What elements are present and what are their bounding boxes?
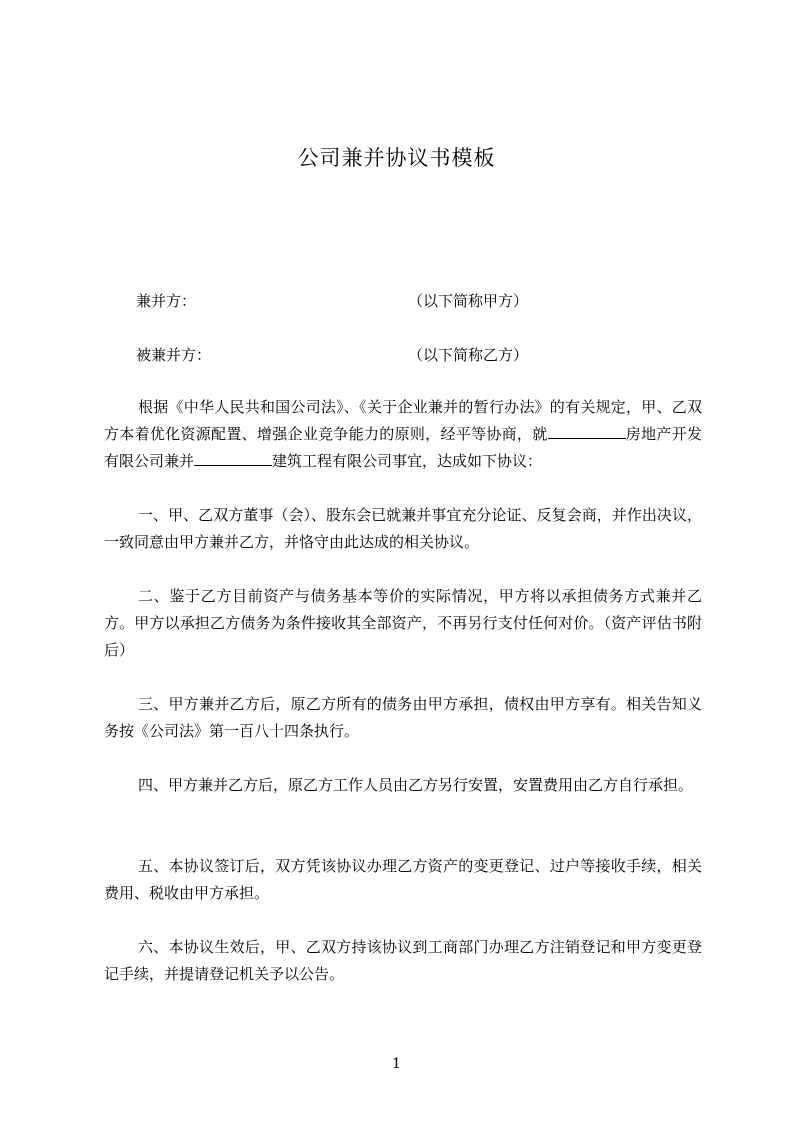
- document-title: 公司兼并协议书模板: [297, 146, 496, 170]
- clause-4: 四、甲方兼并乙方后，原乙方工作人员由乙方另行安置，安置费用由乙方自行承担。: [138, 776, 694, 794]
- clause-6: 六、本协议生效后，甲、乙双方持该协议到工商部门办理乙方注销登记和甲方变更登记手续，并提请登记机关予以公告。: [104, 938, 702, 983]
- intro-text-1: 根据《中华人民共和国公司法》、《关于企业兼并的暂行办法》的有关规定，甲、乙双方本着优化资源配置、增强企业竞争能力的原则，经平等协商，就: [104, 398, 702, 443]
- blank-company-1: [548, 424, 626, 439]
- acquirer-note: （以下简称甲方）: [408, 292, 529, 310]
- clause-1: 一、甲、乙双方董事（会）、股东会已就兼并事宜充分论证、反复会商，并作出决议，一致同意由甲方兼并乙方，并恪守由此达成的相关协议。: [104, 506, 702, 551]
- acquirer-label: 兼并方：: [136, 292, 197, 310]
- intro-text-3: 建筑工程有限公司事宜，达成如下协议：: [272, 452, 543, 470]
- intro-paragraph: [104, 394, 702, 475]
- clause-2: 二、鉴于乙方目前资产与债务基本等价的实际情况，甲方将以承担债务方式兼并乙方。甲方以承担乙方债务为条件接收其全部资产，不再另行支付任何对价。（资产评估书附后）: [104, 587, 702, 659]
- page-number: 1: [392, 1056, 401, 1072]
- target-label: 被兼并方：: [136, 346, 212, 364]
- clause-3: 三、甲方兼并乙方后，原乙方所有的债务由甲方承担，债权由甲方享有。相关告知义务按《公司法》第一百八十四条执行。: [104, 695, 702, 740]
- intro-text-2: 房地产开发有限公司兼并: [104, 425, 702, 470]
- clause-5: 五、本协议签订后，双方凭该协议办理乙方资产的变更登记、过户等接收手续，相关费用、税收由甲方承担。: [104, 857, 702, 902]
- target-note: （以下简称乙方）: [408, 346, 529, 364]
- blank-company-2: [194, 451, 272, 466]
